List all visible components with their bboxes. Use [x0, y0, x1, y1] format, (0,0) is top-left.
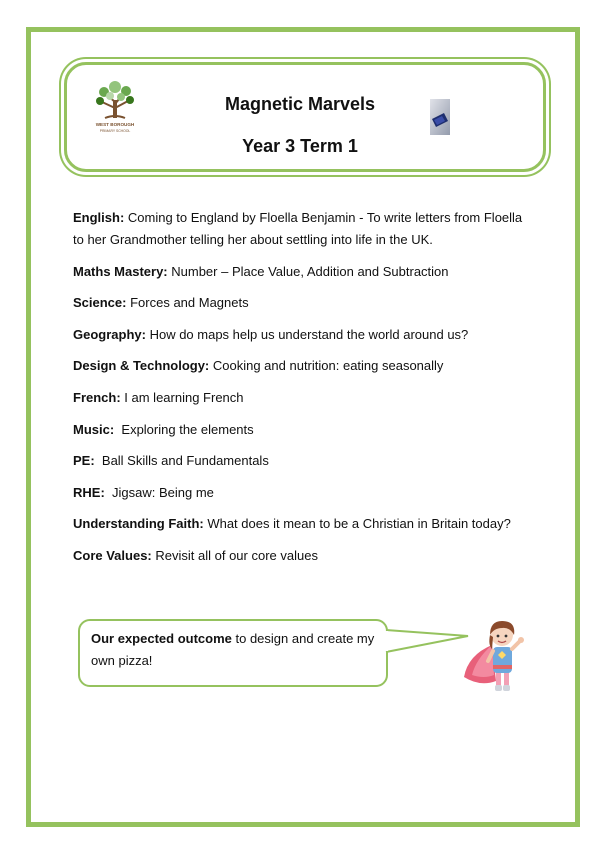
- subject-label: Science:: [73, 295, 127, 311]
- outcome-text: [91, 628, 381, 672]
- subject-french: [73, 387, 533, 409]
- subject-dt: [73, 355, 533, 377]
- subject-text: Ball Skills and Fundamentals: [94, 453, 269, 469]
- subject-label: Design & Technology:: [73, 358, 210, 374]
- subject-science: [73, 292, 533, 314]
- subject-list: [73, 207, 533, 577]
- magnet-photo-icon: [430, 99, 450, 135]
- subject-text: How do maps help us understand the world around us?: [145, 326, 469, 342]
- subject-text: I am learning French: [120, 389, 244, 405]
- subject-label: PE:: [73, 453, 95, 469]
- subject-pe: [73, 450, 533, 472]
- outcome-body: to design and create my own pizza!: [91, 631, 375, 668]
- subject-label: Music:: [73, 421, 115, 437]
- subject-text: Jigsaw: Being me: [104, 484, 214, 500]
- subject-label: English:: [73, 210, 125, 225]
- subject-core-values: [73, 545, 533, 567]
- subject-text: Coming to England by Floella Benjamin - To write letters from Floella to her Grandmother telling her about settling into life in the UK.: [73, 210, 523, 247]
- svg-text:PRIMARY SCHOOL: PRIMARY SCHOOL: [99, 129, 131, 133]
- subject-label: Understanding Faith:: [73, 516, 204, 532]
- subject-text: Exploring the elements: [114, 421, 254, 437]
- speech-bubble-tail: [380, 628, 472, 658]
- svg-text:WEST BOROUGH: WEST BOROUGH: [95, 122, 135, 127]
- subject-label: RHE:: [73, 484, 105, 500]
- term-title: Year 3 Term 1: [242, 136, 358, 156]
- superhero-girl-icon: [462, 615, 534, 695]
- subject-text: Cooking and nutrition: eating seasonally: [209, 358, 444, 374]
- subject-text: Forces and Magnets: [126, 295, 249, 311]
- subject-label: French:: [73, 389, 121, 405]
- school-logo-icon: [90, 78, 140, 136]
- subject-music: [73, 419, 533, 441]
- outcome-label: Our expected outcome: [91, 631, 232, 646]
- subject-label: Maths Mastery:: [73, 263, 168, 279]
- subject-rhe: [73, 482, 533, 504]
- page-title: Magnetic Marvels: [224, 94, 376, 114]
- subject-maths: [73, 261, 533, 283]
- subject-faith: [73, 513, 533, 535]
- subject-text: Number – Place Value, Addition and Subtraction: [167, 263, 449, 279]
- subject-text: What does it mean to be a Christian in Britain today?: [203, 516, 511, 532]
- subject-label: Core Values:: [73, 547, 152, 563]
- subject-text: Revisit all of our core values: [151, 547, 318, 563]
- subject-label: Geography:: [73, 326, 146, 342]
- subject-english: [73, 207, 533, 251]
- subject-geography: [73, 324, 533, 346]
